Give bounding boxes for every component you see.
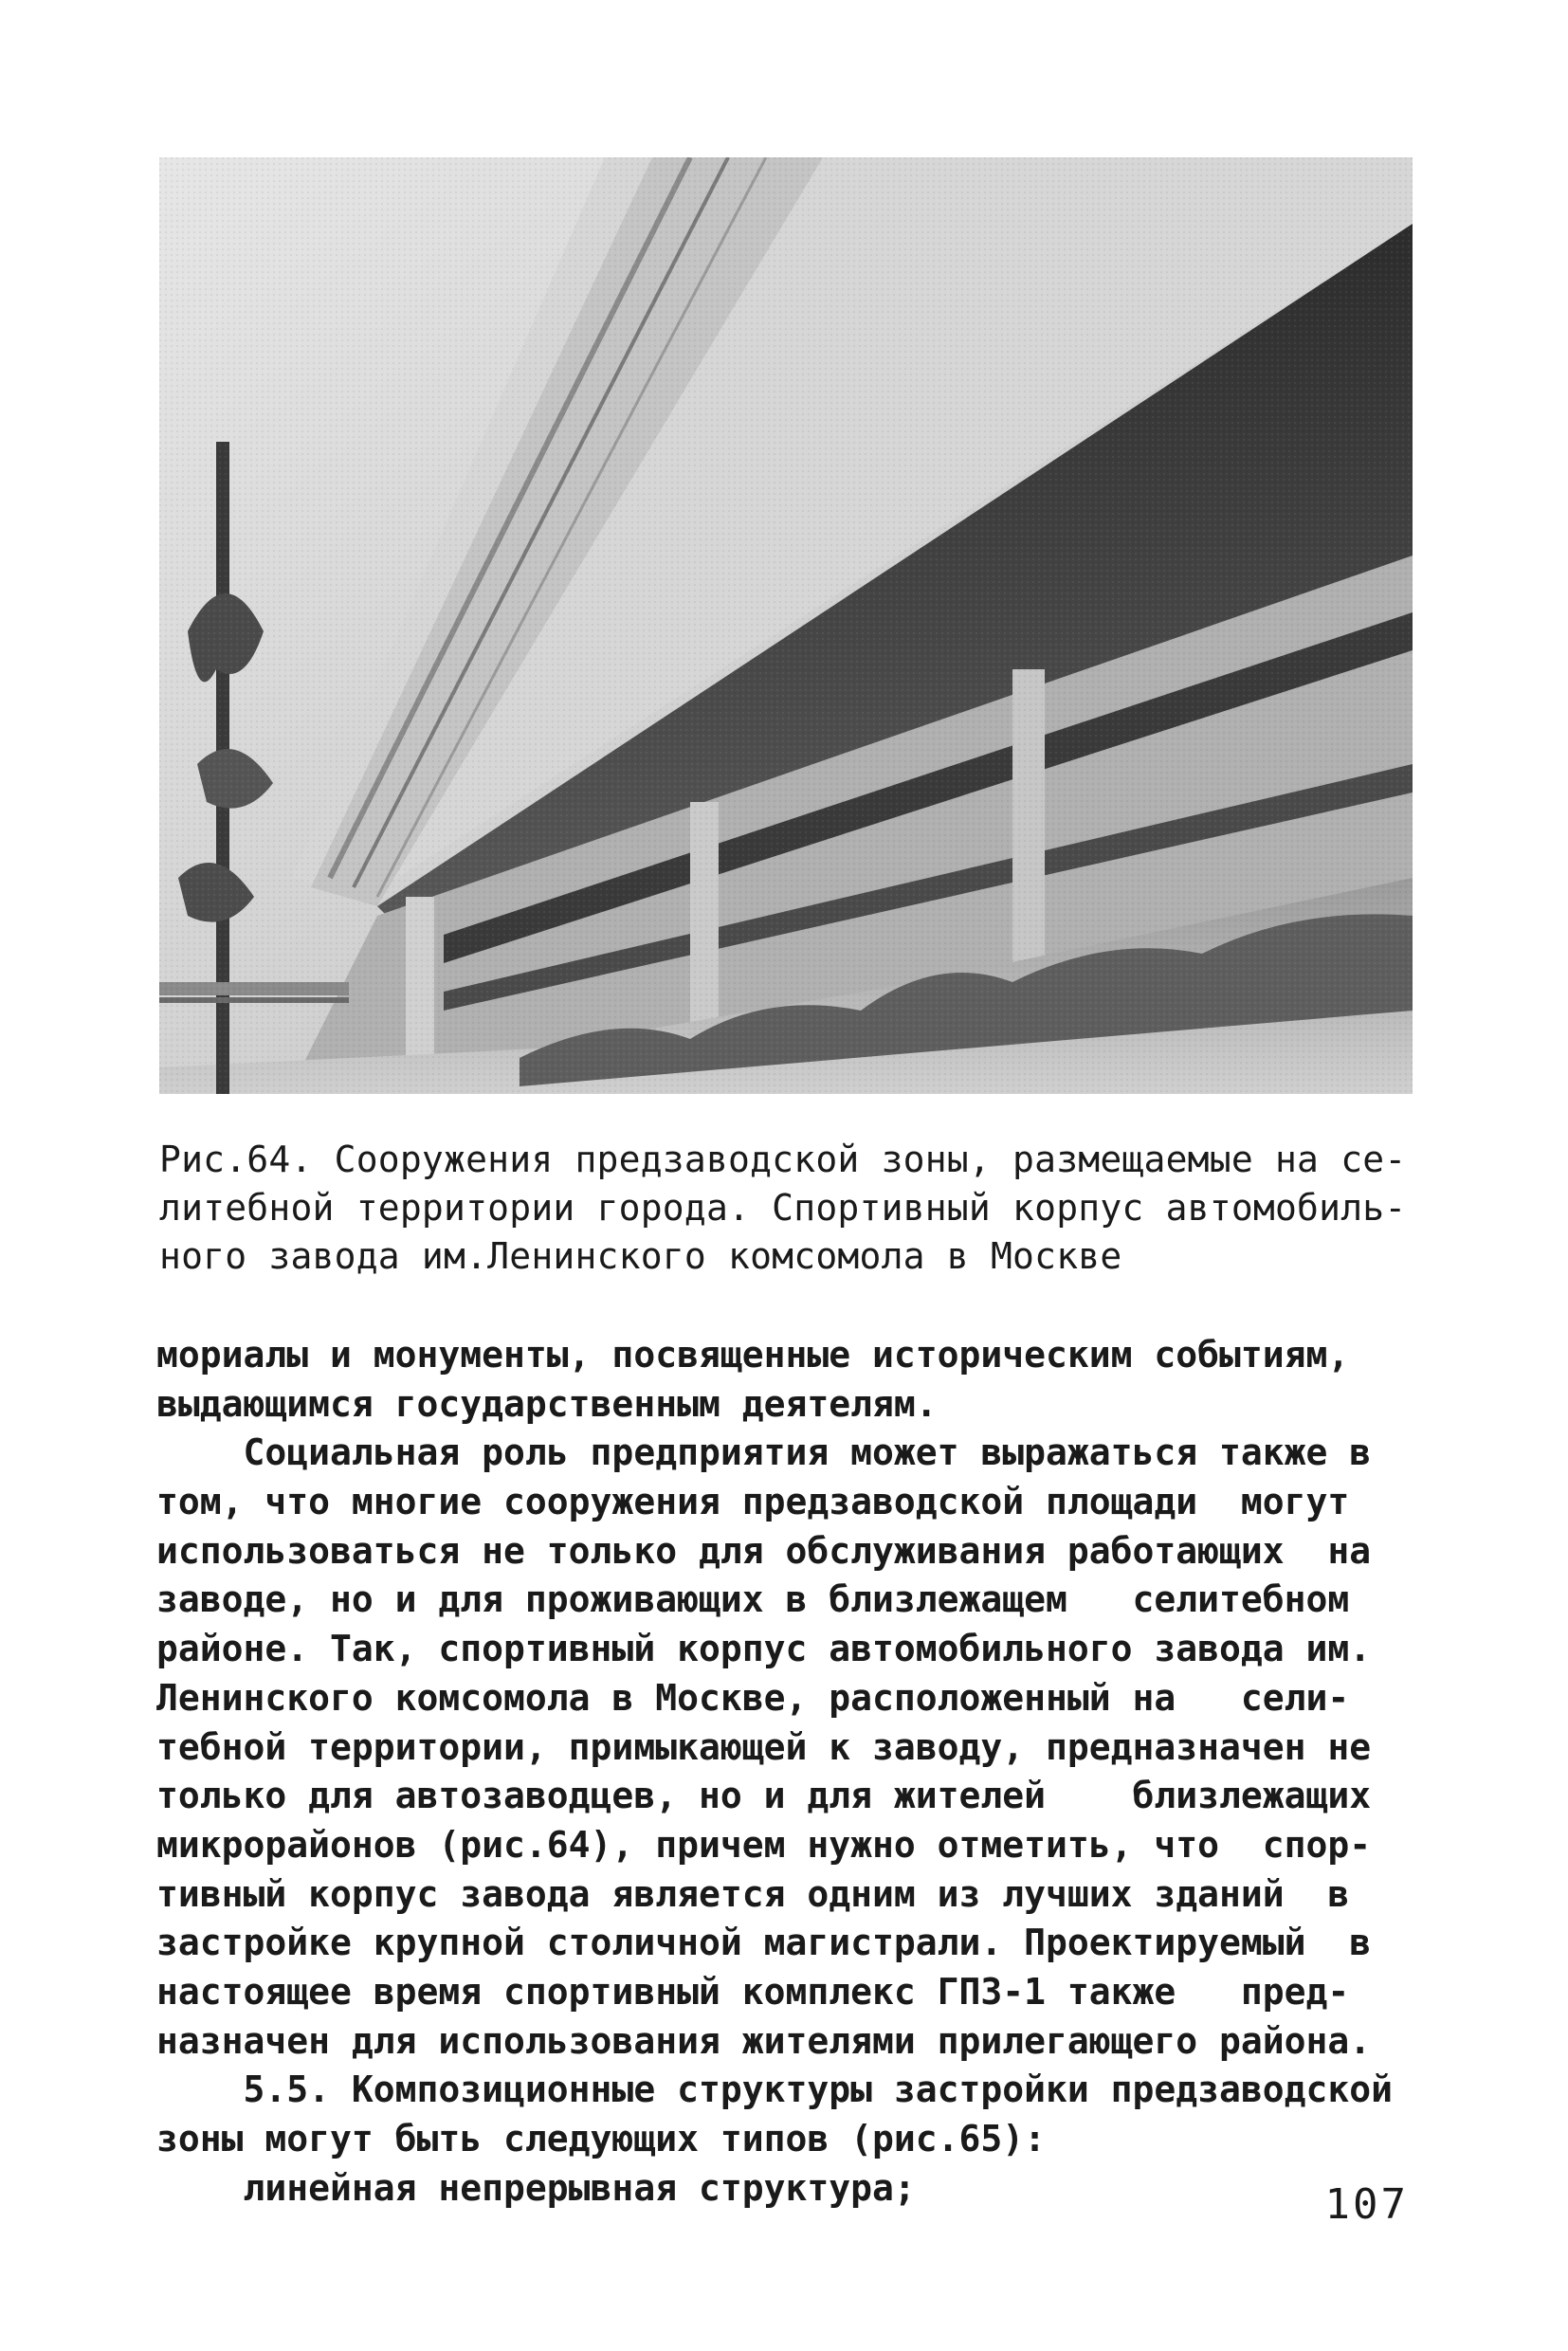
text-line: застройке крупной столичной магистрали. Проектируемый в [156, 1922, 1372, 1964]
text-line: мориалы и монументы, посвященные историческим событиям, [156, 1334, 1350, 1376]
text-line: тивный корпус завода является одним из лучших зданий в [156, 1872, 1350, 1915]
text-line: микрорайонов (рис.64), причем нужно отметить, что спор- [156, 1823, 1372, 1866]
text-line: настоящее время спортивный комплекс ГПЗ-1 также пред- [156, 1970, 1350, 2013]
caption-line: литебной территории города. Спортивный корпус автомобиль- [159, 1187, 1407, 1229]
building-photo [159, 157, 1413, 1094]
text-line: зоны могут быть следующих типов (рис.65): [156, 2118, 1046, 2160]
text-line: линейная непрерывная структура; [156, 2166, 916, 2209]
text-line: том, что многие сооружения предзаводской площади могут [156, 1481, 1350, 1523]
text-line: использоваться не только для обслуживания работающих на [156, 1529, 1372, 1572]
text-line: только для автозаводцев, но и для жителей близлежащих [156, 1775, 1372, 1817]
body-text [156, 1331, 1417, 2213]
caption-line: Рис.64. Сооружения предзаводской зоны, размещаемые на се- [159, 1139, 1407, 1180]
text-line: назначен для использования жителями прилегающего района. [156, 2019, 1372, 2062]
figure-caption [159, 1136, 1420, 1281]
text-line: Социальная роль предприятия может выражаться также в [156, 1431, 1372, 1474]
text-line: районе. Так, спортивный корпус автомобильного завода им. [156, 1628, 1372, 1670]
text-line: Ленинского комсомола в Москве, расположенный на сели- [156, 1676, 1350, 1719]
text-line: тебной территории, примыкающей к заводу, предназначен не [156, 1725, 1372, 1768]
building-photo-image [159, 157, 1413, 1094]
text-line: 5.5. Композиционные структуры застройки предзаводской [156, 2069, 1394, 2111]
text-line: выдающимся государственным деятелям. [156, 1382, 938, 1425]
text-line: заводе, но и для проживающих в близлежащем селитебном [156, 1578, 1350, 1621]
caption-line: ного завода им.Ленинского комсомола в Москве [159, 1235, 1122, 1277]
page-number: 107 [1324, 2180, 1409, 2229]
